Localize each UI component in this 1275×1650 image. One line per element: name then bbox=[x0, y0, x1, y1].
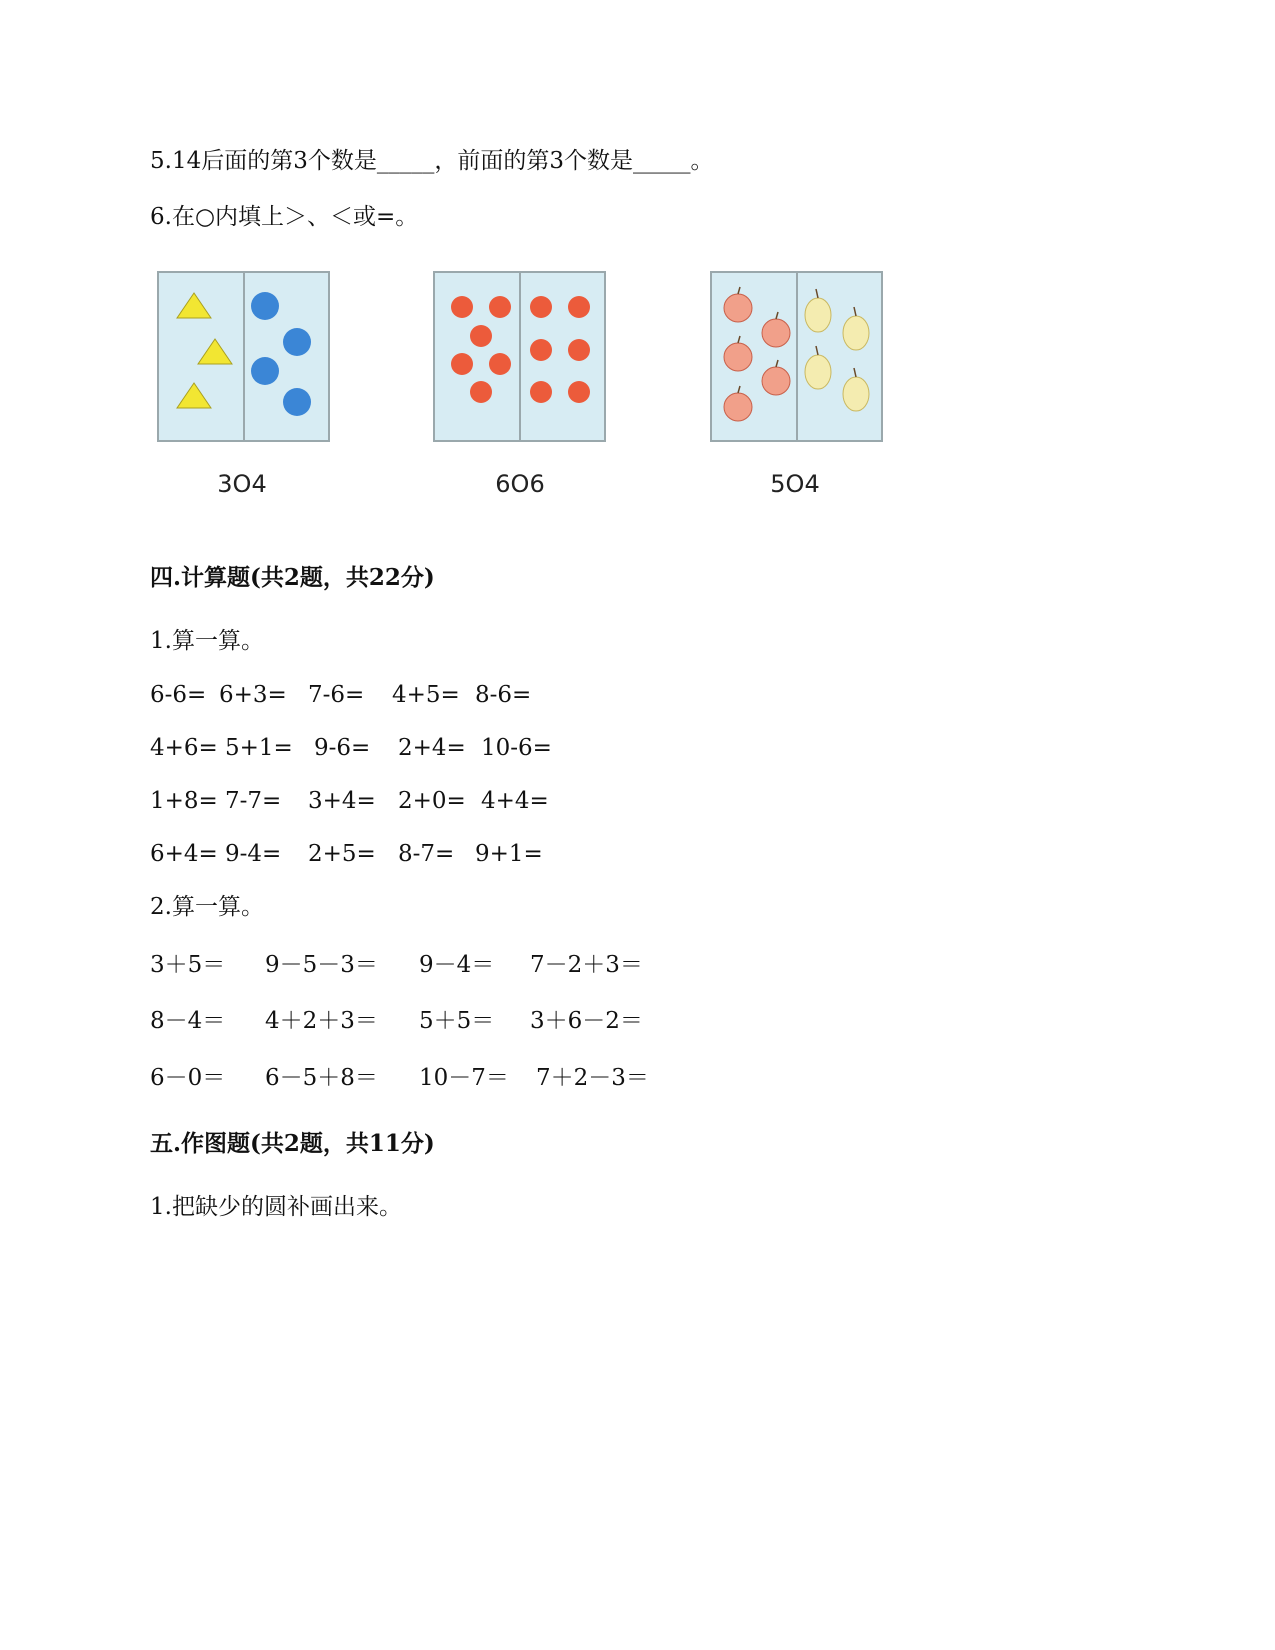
panel-2-figures bbox=[435, 273, 608, 444]
compare-caption-1: 3O4 bbox=[217, 470, 267, 498]
apple-icon bbox=[724, 336, 752, 371]
pear-icon bbox=[843, 307, 869, 350]
calc-item: 3＋5＝ bbox=[150, 952, 226, 978]
red-dot-icon bbox=[568, 296, 590, 318]
red-dot-icon bbox=[489, 353, 511, 375]
compare-panel-3 bbox=[710, 271, 883, 442]
calc-item: 6－5＋8＝ bbox=[265, 1065, 378, 1091]
apple-icon bbox=[724, 287, 752, 322]
compare-panel-2 bbox=[433, 271, 606, 442]
calc-item: 5＋5＝ bbox=[419, 1008, 495, 1034]
calc-item: 2+4= bbox=[398, 735, 466, 761]
calc-item: 9－4＝ bbox=[419, 952, 495, 978]
apple-icon bbox=[724, 386, 752, 421]
calc-item: 10-6= bbox=[481, 735, 552, 761]
calc-item: 6-6= bbox=[150, 682, 207, 708]
calc-item: 6+3= bbox=[219, 682, 287, 708]
calc-item: 4+6= bbox=[150, 735, 218, 761]
red-dot-icon bbox=[489, 296, 511, 318]
calc-item: 7＋2－3＝ bbox=[536, 1065, 649, 1091]
blue-circle-icon bbox=[251, 357, 279, 385]
calc-item: 3+4= bbox=[308, 788, 376, 814]
calc-item: 2+0= bbox=[398, 788, 466, 814]
red-dot-icon bbox=[530, 381, 552, 403]
calc-item: 9-6= bbox=[314, 735, 371, 761]
red-dot-icon bbox=[451, 296, 473, 318]
pear-icon bbox=[843, 368, 869, 411]
calc-item: 5+1= bbox=[225, 735, 293, 761]
blue-circle-icon bbox=[251, 292, 279, 320]
triangle-icon bbox=[177, 383, 211, 408]
calc-item: 2+5= bbox=[308, 841, 376, 867]
blue-circle-icon bbox=[283, 388, 311, 416]
pear-icon bbox=[805, 289, 831, 332]
calc-item: 8-7= bbox=[398, 841, 455, 867]
red-dot-icon bbox=[568, 381, 590, 403]
calc-item: 4+4= bbox=[481, 788, 549, 814]
section-4-title: 四.计算题(共2题，共22分) bbox=[150, 564, 435, 591]
apple-icon bbox=[762, 312, 790, 347]
compare-caption-3: 5O4 bbox=[770, 470, 820, 498]
calc-item: 8-6= bbox=[475, 682, 532, 708]
calc-item: 1+8= bbox=[150, 788, 218, 814]
red-dot-icon bbox=[470, 325, 492, 347]
section-5-title: 五.作图题(共2题，共11分) bbox=[150, 1130, 435, 1157]
calc-item: 7-7= bbox=[225, 788, 282, 814]
calc-item: 9-4= bbox=[225, 841, 282, 867]
section-4-q1-title: 1.算一算。 bbox=[150, 628, 264, 654]
red-dot-icon bbox=[568, 339, 590, 361]
triangle-icon bbox=[177, 293, 211, 318]
compare-caption-2: 6O6 bbox=[495, 470, 545, 498]
compare-panel-1 bbox=[157, 271, 330, 442]
calc-item: 9－5－3＝ bbox=[265, 952, 378, 978]
calc-item: 6+4= bbox=[150, 841, 218, 867]
calc-item: 7-6= bbox=[308, 682, 365, 708]
calc-item: 4+5= bbox=[392, 682, 460, 708]
calc-item: 9+1= bbox=[475, 841, 543, 867]
calc-item: 3＋6－2＝ bbox=[530, 1008, 643, 1034]
section-4-q2-title: 2.算一算。 bbox=[150, 894, 264, 920]
calc-item: 7－2＋3＝ bbox=[530, 952, 643, 978]
section-5-q1-title: 1.把缺少的圆补画出来。 bbox=[150, 1194, 402, 1220]
calc-item: 6－0＝ bbox=[150, 1065, 226, 1091]
calc-item: 8－4＝ bbox=[150, 1008, 226, 1034]
red-dot-icon bbox=[530, 296, 552, 318]
calc-item: 4＋2＋3＝ bbox=[265, 1008, 378, 1034]
pear-icon bbox=[805, 346, 831, 389]
red-dot-icon bbox=[530, 339, 552, 361]
panel-1-figures bbox=[159, 273, 332, 444]
calc-item: 10－7＝ bbox=[419, 1065, 509, 1091]
question-5: 5.14后面的第3个数是_____，前面的第3个数是_____。 bbox=[150, 148, 714, 174]
red-dot-icon bbox=[451, 353, 473, 375]
blue-circle-icon bbox=[283, 328, 311, 356]
question-6: 6.在○内填上＞、＜或=。 bbox=[150, 204, 419, 230]
triangle-icon bbox=[198, 339, 232, 364]
panel-3-figures bbox=[712, 273, 885, 444]
red-dot-icon bbox=[470, 381, 492, 403]
apple-icon bbox=[762, 360, 790, 395]
